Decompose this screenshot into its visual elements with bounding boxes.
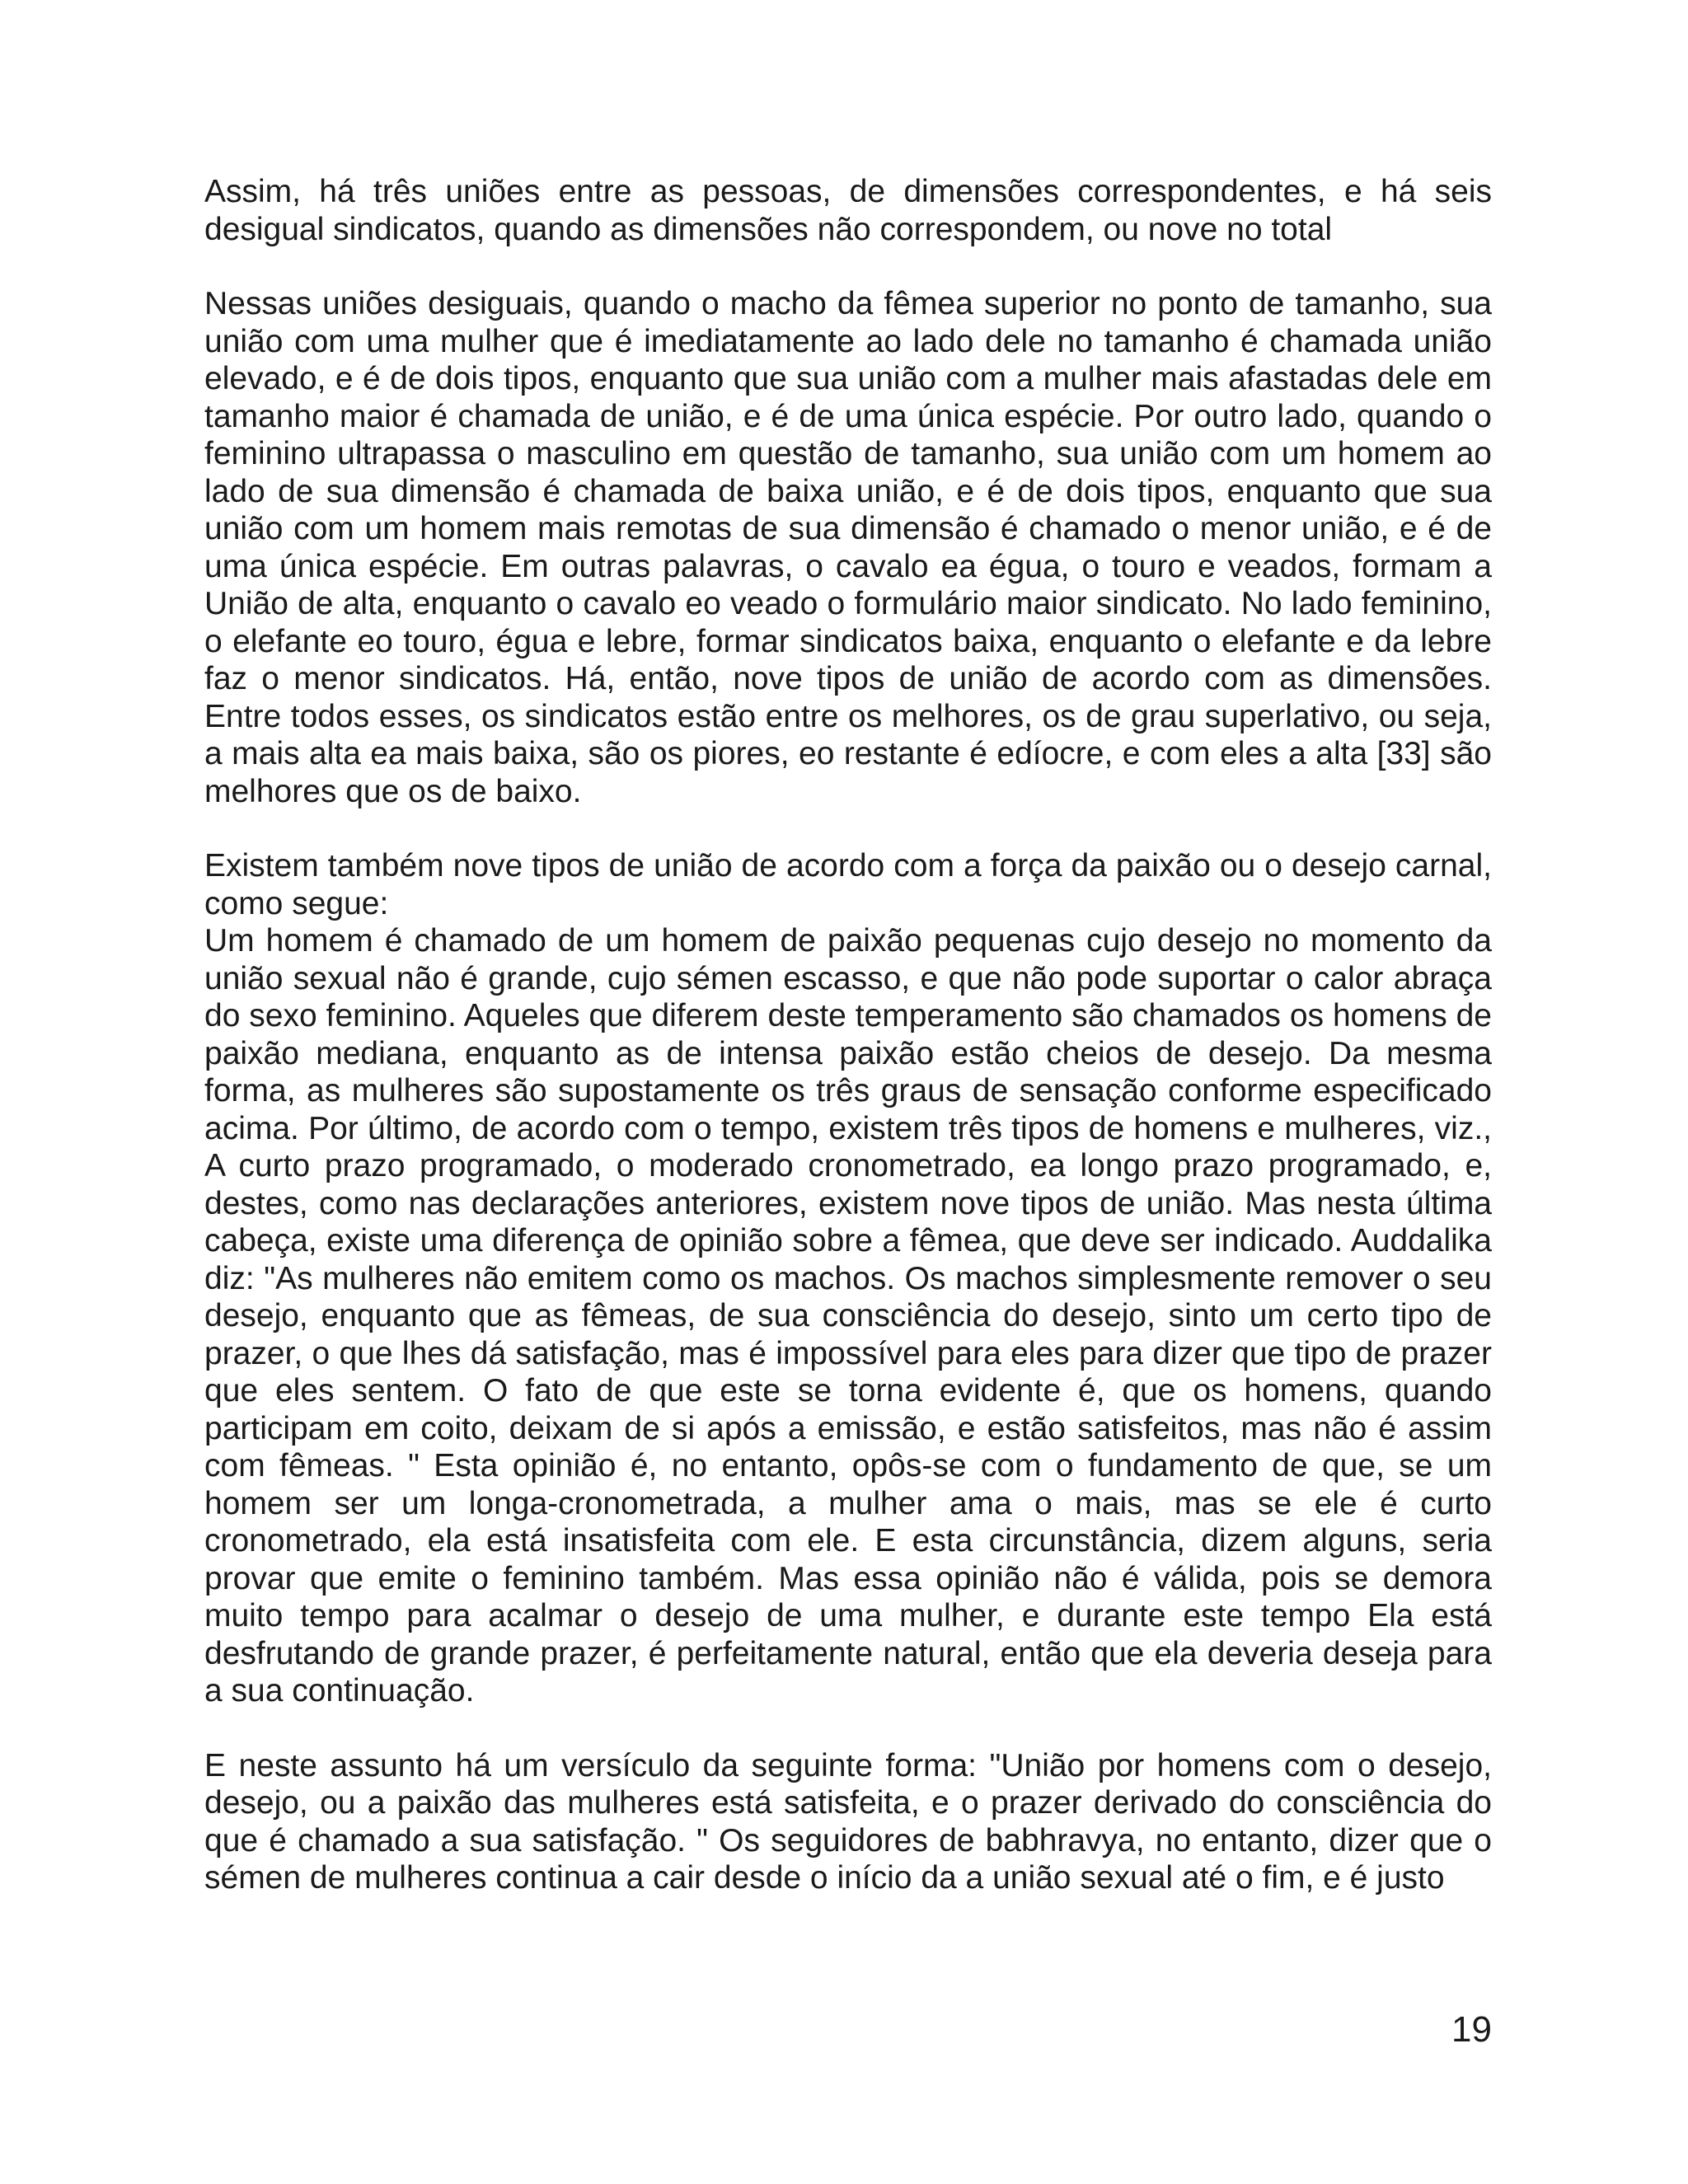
paragraph-passion-types: Um homem é chamado de um homem de paixão pequenas cujo desejo no momento da união sexual não é grande, cujo sémen escasso, e que não pode suportar o calor abraça do sexo feminino. Aqueles que diferem deste temperamento são chamados os homens de paixão mediana, enquanto as de intensa paixão estão cheios de desejo. Da mesma forma, as mulheres são supostamente os três graus de sensação conforme especificado acima. Por último, de acordo com o tempo, existem três tipos de homens e mulheres, viz., A curto prazo programado, o moderado cronometrado, ea longo prazo programado, e, destes, como nas declarações anteriores, existem nove tipos de união. Mas nesta última cabeça, existe uma diferença de opinião sobre a fêmea, que deve ser indicado. Auddalika diz: "As mulheres não emitem como os machos. Os machos simplesmente remover o seu desejo, enquanto que as fêmeas, de sua consciência do desejo, sinto um certo tipo de prazer, o que lhes dá satisfação, mas é impossível para eles para dizer que tipo de prazer que eles sentem. O fato de que este se torna evidente é, que os homens, quando participam em coito, deixam de si após a emissão, e estão satisfeitos, mas não é assim com fêmeas. " Esta opinião é, no entanto, opôs-se com o fundamento de que, se um homem ser um longa-cronometrada, a mulher ama o mais, mas se ele é curto cronometrado, ela está insatisfeita com ele. E esta circunstância, dizem alguns, seria provar que emite o feminino também. Mas essa opinião não é válida, pois se demora muito tempo para acalmar o desejo de uma mulher, e durante este tempo Ela está desfrutando de grande prazer, é perfeitamente natural, então que ela deveria deseja para a sua continuação. [204, 923, 1492, 1708]
paragraph-unequal-unions: Nessas uniões desiguais, quando o macho da fêmea superior no ponto de tamanho, sua união com uma mulher que é imediatamente ao lado dele no tamanho é chamada união elevado, e é de dois tipos, enquanto que sua união com a mulher mais afastadas dele em tamanho maior é chamada de união, e é de uma única espécie. Por outro lado, quando o feminino ultrapassa o masculino em questão de tamanho, sua união com um homem ao lado de sua dimensão é chamada de baixa união, e é de dois tipos, enquanto que sua união com um homem mais remotas de sua dimensão é chamado o menor união, e é de uma única espécie. Em outras palavras, o cavalo ea égua, o touro e veados, formam a União de alta, enquanto o cavalo eo veado o formulário maior sindicato. No lado feminino, o elefante eo touro, égua e lebre, formar sindicatos baixa, enquanto o elefante e da lebre faz o menor sindicatos. Há, então, nove tipos de união de acordo com as dimensões. Entre todos esses, os sindicatos estão entre os melhores, os de grau superlativo, ou seja, a mais alta ea mais baixa, são os piores, eo restante é edíocre, e com eles a alta [33] são melhores que os de baixo. [204, 286, 1492, 809]
body-text [204, 173, 1492, 1897]
paragraph-verse: E neste assunto há um versículo da seguinte forma: "União por homens com o desejo, desejo, ou a paixão das mulheres está satisfeita, e o prazer derivado do consciência do que é chamado a sua satisfação. " Os seguidores de babhravya, no entanto, dizer que o sémen de mulheres continua a cair desde o início da a união sexual até o fim, e é justo [204, 1747, 1492, 1896]
paragraph-passion-intro: Existem também nove tipos de união de acordo com a força da paixão ou o desejo carnal, como segue: [204, 848, 1492, 921]
page-number: 19 [1451, 2009, 1492, 2050]
paragraph-unions-count: Assim, há três uniões entre as pessoas, de dimensões correspondentes, e há seis desigual sindicatos, quando as dimensões não correspondem, ou nove no total [204, 174, 1492, 247]
